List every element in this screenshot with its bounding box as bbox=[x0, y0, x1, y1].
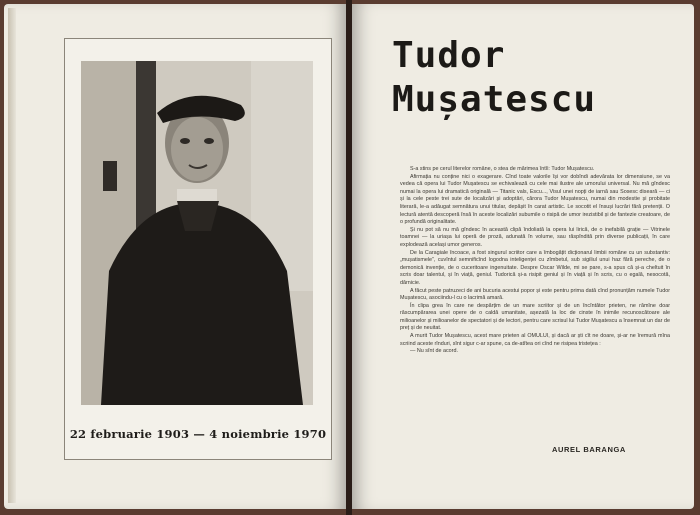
page-title bbox=[392, 34, 596, 122]
paragraph: În clipa grea în care ne despărțim de un mare scriitor și de un încîntător prieten, ne rămîne doar răscumpărarea unei opere de o caldă umanitate, așezată la loc de cinste în inimile recunoscătoare ale milioanelor și milioanelor de spectatori și de lectori, pentru care scrisul lui Tudor Mușatescu a însemnat un dar de preț și de neuitat. bbox=[400, 302, 670, 332]
paragraph: Afirmația nu conține nici o exagerare. Cînd toate valorile își vor dobîndi adevărata lor dimensiune, se va vedea că opera lui Tudor Mușatescu se echivalează cu cele mai ilustre ale umorului universal. Nu mă gîndesc numai la opera lui dramatică originală — Titanic vals, Escu..., Visul unei nopți de iarnă sau Sosesc diseară — ci și la cele peste trei sute de localizări și adoptări, cărora Tudor Mușatescu, numai din modestie și probitate literară, le-a adăugat semnătura unui titular, depășit în carat artistic. Le socotit el însuși lucrări fără pretenții. O lectură atentă descoperă însă în aceste localizări subumile o risipă de umor irezistibil și de fantezie creatoare, de o profundă originalitate. bbox=[400, 173, 670, 226]
paragraph: — Nu sînt de acord. bbox=[410, 348, 458, 355]
title-first-name: Tudor bbox=[392, 35, 506, 76]
paragraph: De la Caragiale încoace, a fost singurul scriitor care a îmbogățit dicționarul limbii române cu un substantiv: „mușatismele”, cuvîntul semnificînd logodna inteligenței cu zîmbetul, sub sigiliul unui haz fără pereche, de o demonică invenție, de o cuceritoare ingenuitate. Despre Oscar Wilde, mi se pare, s-a spus că și-a cheltuit în scris doar talentul, și în viață, geniul. Tudorică și-a risipit geniul și în viață și în scris, cu o egală, nesocotă, dărnicie. bbox=[400, 249, 670, 286]
paragraph: Și nu pot să nu mă gîndesc în această clipă îndoliată la opera lui lirică, de o inefabilă grație — Vitrinele toamnei — la uriașa lui operă de proză, adunată în volume, sau răspîndită prin diverse publicații, în care explodează același umor generos. bbox=[400, 226, 670, 248]
title-last-name: Mușatescu bbox=[392, 79, 597, 120]
paragraph: A făcut peste patruzeci de ani bucuria acestui popor și este pentru prima dată cînd pronunțăm numele Tudor Mușatescu, asociindu-l cu o lacrimă amară. bbox=[400, 287, 670, 302]
paragraph: S-a stins pe cerul literelor române, o stea de mărimea întîi: Tudor Mușatescu. bbox=[410, 166, 595, 172]
left-page bbox=[4, 4, 346, 509]
portrait-illustration bbox=[81, 61, 313, 405]
page-edge bbox=[8, 8, 16, 503]
paragraph: A murit Tudor Mușatescu, acest mare prieten al OMULUI, și dacă ar ști cît ne doare, și-ar ne îremură mîna scriind aceste rînduri, sînt sigur c-ar spune, ca de-atîtea ori cînd ne risipea tristețea : bbox=[400, 333, 670, 347]
author-signature: AUREL BARANGA bbox=[552, 445, 626, 454]
life-dates: 22 februarie 1903 — 4 noiembrie 1970 bbox=[69, 427, 327, 441]
portrait-frame bbox=[64, 38, 332, 460]
portrait-photo bbox=[81, 61, 313, 405]
article-body bbox=[400, 166, 670, 356]
